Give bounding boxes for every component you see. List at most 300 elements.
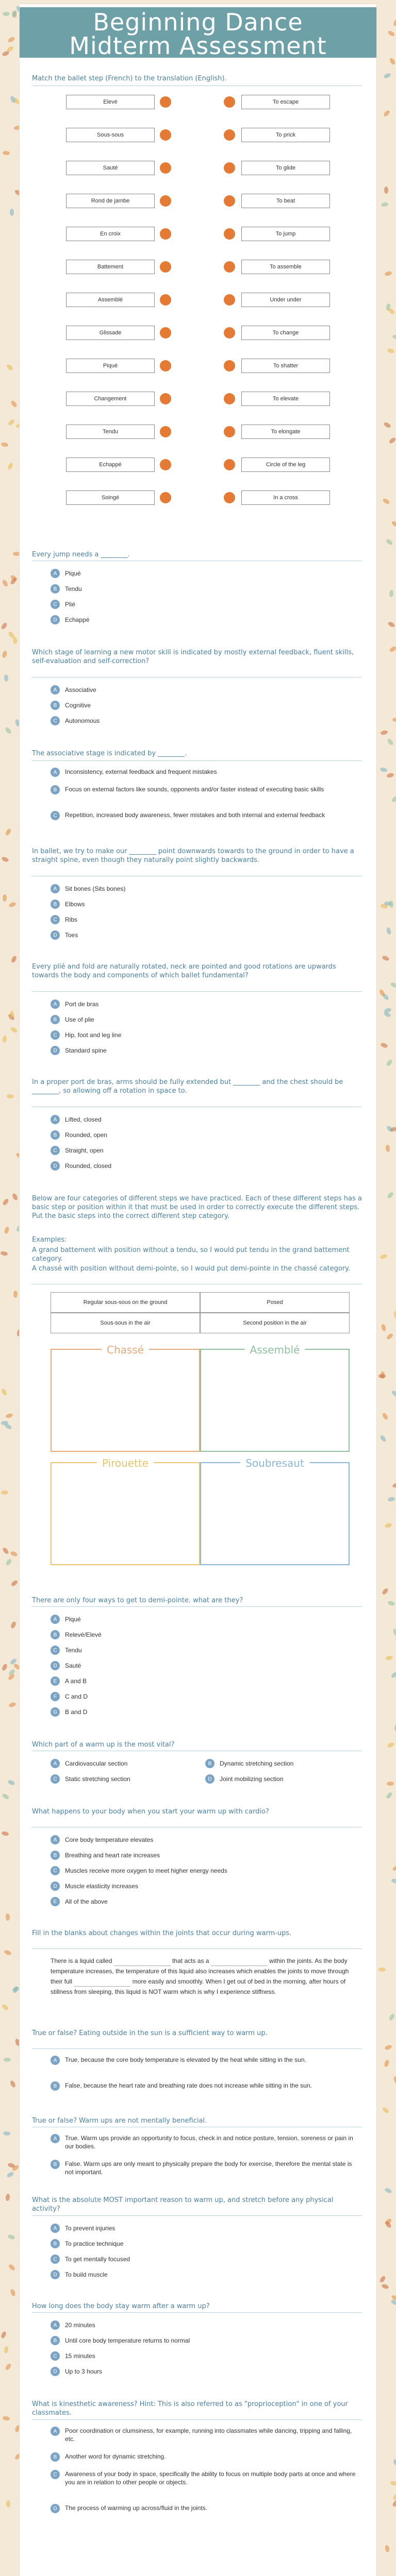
decorative-leaf (382, 1412, 389, 1420)
decorative-leaf (9, 1551, 18, 1557)
q17-option-d[interactable]: D The process of warming up across/fluid in the joints. (51, 2504, 360, 2513)
option-letter: E (51, 1897, 60, 1906)
q7-option-b[interactable]: B Rounded, open (51, 1129, 107, 1141)
q5-option-d[interactable]: D Toes (51, 929, 78, 941)
decorative-leaf (392, 718, 396, 722)
option-letter: C (51, 2351, 60, 2361)
q1-connector-left[interactable] (160, 492, 171, 503)
decorative-leaf (5, 828, 12, 836)
option-letter: D (51, 1046, 60, 1055)
option-letter: A (51, 2224, 60, 2233)
q4-option-a[interactable]: A Inconsistency, external feedback and frequent mistakes (51, 768, 360, 777)
q1-term: Tendu (66, 425, 155, 439)
q1-term: Elevé (66, 95, 155, 109)
decorative-leaf (386, 1125, 394, 1133)
decorative-leaf (384, 2044, 392, 2051)
decorative-leaf (388, 2013, 395, 2021)
option-letter: C (51, 716, 60, 725)
q1-connector-left[interactable] (160, 459, 171, 470)
decorative-leaf (4, 2363, 12, 2371)
decorative-leaf (2, 2416, 10, 2421)
decorative-leaf (6, 2500, 11, 2507)
decorative-leaf (7, 462, 14, 470)
option-letter: A (51, 1615, 60, 1624)
q8-category-soubresaut[interactable] (200, 1457, 350, 1565)
q1-term: Piqué (66, 359, 155, 373)
q8-category-chasse[interactable] (51, 1344, 200, 1452)
q1-connector-right[interactable] (224, 162, 235, 174)
q1-connector-right[interactable] (224, 360, 235, 371)
q2-option-c[interactable]: C Plié (51, 599, 75, 610)
divider (32, 2048, 362, 2049)
q1-connector-right[interactable] (224, 393, 235, 404)
decorative-leaf (9, 209, 14, 216)
decorative-leaf (4, 2346, 9, 2354)
divider (32, 2419, 362, 2420)
option-letter: B (51, 701, 60, 710)
q5-option-b[interactable]: B Elbows (51, 899, 85, 910)
q15-option-a[interactable]: A To prevent injuries (51, 2223, 115, 2234)
decorative-leaf (378, 1968, 386, 1972)
assessment-page (20, 4, 376, 2576)
option-letter: A (51, 2056, 60, 2065)
q1-term: Battement (66, 260, 155, 274)
option-letter: D (205, 1774, 214, 1784)
q1-translation: To change (241, 326, 330, 340)
q9-option-e[interactable]: E A and B (51, 1675, 87, 1687)
decorative-leaf (380, 1042, 388, 1048)
decorative-leaf (3, 12, 10, 16)
decorative-leaf (392, 1482, 396, 1488)
option-letter: D (51, 2504, 60, 2513)
blank-input[interactable] (114, 1958, 171, 1966)
decorative-leaf (10, 1579, 19, 1587)
q1-translation: To jump (241, 227, 330, 241)
q1-translation: To shatter (241, 359, 330, 373)
decorative-leaf (386, 1059, 393, 1067)
q1-connector-right[interactable] (224, 228, 235, 240)
decorative-leaf (383, 73, 391, 79)
option-letter: B (51, 584, 60, 594)
decorative-leaf (380, 730, 388, 736)
q1-translation: To glide (241, 161, 330, 175)
q1-connector-left[interactable] (160, 261, 171, 273)
option-letter: A (51, 768, 60, 777)
title-line-1: Beginning Dance (93, 8, 303, 36)
divider (32, 1606, 362, 1607)
option-letter: B (51, 785, 60, 794)
decorative-leaf (391, 2499, 396, 2507)
q10-prompt: Which part of a warm up is the most vital? (32, 1741, 175, 1749)
option-letter: D (51, 2367, 60, 2376)
decorative-leaf (392, 334, 396, 340)
decorative-leaf (7, 2234, 15, 2240)
decorative-leaf (1, 1663, 8, 1671)
q16-option-b[interactable]: B Until core body temperature returns to normal (51, 2335, 190, 2346)
q15-prompt: What is the absolute MOST important reason to warm up, and stretch before any physical activity? (32, 2196, 334, 2213)
q16-option-a[interactable]: A 20 minutes (51, 2319, 95, 2331)
decorative-leaf (384, 2059, 390, 2067)
q1-connector-right[interactable] (224, 195, 235, 207)
q12-prompt: Fill in the blanks about changes within the joints that occur during warm-ups. (32, 1929, 292, 1937)
q1-connector-right[interactable] (224, 129, 235, 141)
q2-prompt: Every jump needs a ________. (32, 551, 130, 558)
decorative-leaf (383, 421, 391, 429)
q4-option-b[interactable]: B Focus on external factors like sounds, opponents and/or faster instead of executing basic skills (51, 785, 360, 794)
decorative-leaf (387, 29, 395, 37)
decorative-leaf (389, 589, 393, 597)
decorative-leaf (9, 2080, 16, 2088)
decorative-leaf (394, 1311, 396, 1318)
decorative-leaf (13, 1291, 18, 1298)
q3-option-c[interactable]: C Autonomous (51, 715, 100, 726)
q3-option-b[interactable]: B Cognitive (51, 700, 91, 711)
decorative-leaf (391, 1389, 396, 1397)
q17-prompt: What is kinesthetic awareness? Hint: This is also referred to as "proprioception" in one of your classmates. (32, 2400, 348, 2417)
q1-translation: To prick (241, 128, 330, 142)
q1-prompt: Match the ballet step (French) to the translation (English). (32, 75, 227, 82)
decorative-leaf (384, 2221, 392, 2229)
q5-prompt: In ballet, we try to make our ________ point downwards towards to the ground in order to have a straight spine, even though they naturally point slightly backwards. (32, 848, 354, 864)
option-letter: B (51, 2081, 60, 2091)
decorative-leaf (381, 2283, 389, 2290)
q2-option-a[interactable]: A Plqué (51, 568, 81, 579)
q15-option-c[interactable]: C To get mentally focused (51, 2253, 130, 2265)
q13-option-b[interactable]: B False, because the heart rate and breathing rate does not increase while sitting in the sun. (51, 2081, 360, 2091)
decorative-leaf (391, 795, 396, 803)
q13-option-a[interactable]: A True, because the core body temperature is elevated by the heat while sitting in the sun. (51, 2056, 360, 2065)
option-letter: B (205, 1759, 214, 1768)
decorative-leaf (392, 1628, 396, 1636)
q16-option-d[interactable]: D Up to 3 hours (51, 2366, 102, 2377)
q7-option-c[interactable]: C Straight, open (51, 1145, 104, 1156)
decorative-leaf (387, 348, 395, 354)
category-label: Chassé (102, 1344, 149, 1356)
q8-example-1: A grand battement with position without a tendu, so I would put tendu in the grand battement category. (32, 1246, 350, 1263)
q5-option-a[interactable]: A Sit bones (Sits bones) (51, 883, 125, 894)
q7-option-d[interactable]: D Rounded, closed (51, 1160, 111, 1172)
q10-option-d[interactable]: D Joint mobilizing section (205, 1773, 283, 1785)
q1-connector-left[interactable] (160, 129, 171, 141)
q15-option-d[interactable]: D To build muscle (51, 2269, 108, 2280)
q8-category-pirouette[interactable] (51, 1457, 200, 1565)
option-letter: C (51, 915, 60, 924)
q8-drag-item[interactable]: Sous-sous in the air (51, 1313, 200, 1333)
q17-option-c[interactable]: C Awareness of your body in space, specifically the ability to focus on multiple body parts at once and where you are in relation to other people or objects. (51, 2470, 360, 2486)
q9-option-f[interactable]: F C and D (51, 1691, 88, 1702)
q17-option-b[interactable]: B Another word for dynamic stretching. (51, 2452, 360, 2462)
decorative-leaf (7, 36, 15, 43)
decorative-leaf (385, 1145, 390, 1153)
decorative-leaf (2, 1547, 10, 1555)
decorative-leaf (7, 1094, 14, 1098)
q10-option-c[interactable]: C Static stretching section (51, 1773, 130, 1785)
q9-option-a[interactable]: A Plqué (51, 1614, 81, 1625)
decorative-leaf (384, 186, 388, 193)
decorative-leaf (10, 955, 18, 963)
q8-example-2: A chassé with position without demi-pointe, so I would put demi-pointe in the chassé category. (32, 1265, 351, 1273)
decorative-leaf (1, 2003, 9, 2011)
q1-translation: To elevate (241, 392, 330, 406)
decorative-leaf (386, 772, 394, 778)
option-letter: B (51, 2160, 60, 2169)
decorative-leaf (3, 894, 7, 902)
category-label: Pirouette (97, 1457, 154, 1469)
q13-prompt: True or false? Eating outside in the sun is a sufficient way to warm up. (32, 2029, 268, 2037)
option-letter: G (51, 1707, 60, 1717)
option-letter: C (51, 600, 60, 609)
q8-examples-label: Examples: (32, 1236, 67, 1244)
decorative-leaf (387, 1496, 395, 1501)
decorative-leaf (8, 902, 16, 908)
q1-term: Changement (66, 392, 155, 406)
q1-translation: Under under (241, 293, 330, 307)
q8-drag-item[interactable]: Second position in the air (200, 1313, 350, 1333)
decorative-leaf (381, 1324, 387, 1332)
decorative-leaf (392, 2493, 396, 2501)
q1-connector-left[interactable] (160, 162, 171, 174)
q4-prompt: The associative stage is indicated by ________. (32, 750, 187, 757)
q3-option-a[interactable]: A Associative (51, 684, 96, 696)
option-letter: C (51, 1774, 60, 1784)
option-letter: A (51, 2134, 60, 2143)
decorative-leaf (4, 1950, 12, 1956)
q1-connector-right[interactable] (224, 459, 235, 470)
option-letter: D (51, 1161, 60, 1171)
q2-option-b[interactable]: B Tendu (51, 583, 82, 595)
option-letter: A (51, 2427, 60, 2436)
option-letter: C (51, 1146, 60, 1155)
q10-option-a[interactable]: A Cardiovascular section (51, 1758, 127, 1769)
decorative-leaf (3, 2131, 10, 2136)
q6-option-a[interactable]: A Port de bras (51, 998, 98, 1010)
decorative-leaf (3, 151, 10, 156)
option-letter: C (51, 1866, 60, 1875)
q1-connector-left[interactable] (160, 327, 171, 338)
q11-prompt: What happens to your body when you start your warm up with cardio? (32, 1808, 269, 1816)
decorative-leaf (387, 1741, 395, 1748)
decorative-leaf (389, 436, 396, 444)
option-letter: B (51, 2452, 60, 2462)
option-letter: A (51, 884, 60, 893)
q11-option-b[interactable]: B Breathing and heart rate increases (51, 1850, 160, 1861)
q1-connector-right[interactable] (224, 96, 235, 108)
q6-option-d[interactable]: D Standard spine (51, 1045, 107, 1056)
q1-connector-right[interactable] (224, 492, 235, 503)
decorative-leaf (386, 738, 394, 746)
decorative-leaf (390, 2481, 396, 2486)
decorative-leaf (5, 1558, 12, 1566)
option-letter: B (51, 1130, 60, 1140)
decorative-leaf (381, 202, 389, 207)
option-letter: A (51, 685, 60, 694)
q14-option-a[interactable]: A True. Warm ups provide an opportunity to focus, check in and notice posture, tension, soreness or pain in our bodies. (51, 2134, 360, 2150)
decorative-leaf (12, 636, 17, 643)
decorative-leaf (384, 270, 392, 276)
decorative-leaf (4, 1423, 12, 1430)
option-letter: A (51, 1115, 60, 1124)
option-letter: A (51, 2320, 60, 2330)
q9-option-c[interactable]: C Tendu (51, 1645, 82, 1656)
q1-term: Sous-sous (66, 128, 155, 142)
q8-category-assemble[interactable] (200, 1344, 350, 1452)
q9-option-d[interactable]: D Sauté (51, 1660, 81, 1671)
q15-option-b[interactable]: B To practice technique (51, 2238, 123, 2249)
blank-input[interactable] (211, 1958, 268, 1966)
decorative-leaf (390, 981, 396, 988)
divider (32, 2215, 362, 2216)
q1-connector-left[interactable] (160, 426, 171, 437)
q1-connector-left[interactable] (160, 294, 171, 306)
q1-translation: To escape (241, 95, 330, 109)
decorative-leaf (1, 856, 9, 863)
decorative-leaf (1, 1388, 8, 1396)
decorative-leaf (11, 1193, 19, 1201)
decorative-leaf (8, 1702, 16, 1708)
q1-connector-right[interactable] (224, 327, 235, 338)
divider (32, 991, 362, 992)
q1-term: Assemblé (66, 293, 155, 307)
decorative-leaf (5, 1413, 13, 1419)
option-letter: C (51, 2470, 60, 2479)
q1-connector-left[interactable] (160, 228, 171, 240)
q1-term: Rond de jambe (66, 194, 155, 208)
decorative-leaf (4, 674, 8, 682)
option-letter: B (51, 1630, 60, 1639)
decorative-leaf (393, 19, 396, 27)
option-letter: F (51, 1692, 60, 1701)
q3-prompt: Which stage of learning a new motor skill is indicated by mostly external feedback, fluent skills, self-evaluation and self-correction? (32, 649, 354, 665)
option-letter: C (51, 2255, 60, 2264)
q14-prompt: True or false? Warm ups are not mentally beneficial. (32, 2117, 207, 2125)
q5-option-c[interactable]: C Ribs (51, 914, 77, 925)
decorative-leaf (0, 622, 8, 630)
decorative-leaf (388, 308, 396, 315)
decorative-leaf (1, 2331, 7, 2339)
decorative-leaf (393, 2076, 396, 2084)
option-letter: D (51, 2270, 60, 2279)
decorative-leaf (386, 1333, 394, 1341)
decorative-leaf (0, 1251, 8, 1257)
q7-option-a[interactable]: A Lifted, closed (51, 1114, 102, 1125)
decorative-leaf (2, 50, 10, 57)
q9-prompt: There are only four ways to get to demi-pointe. what are they? (32, 1597, 243, 1604)
decorative-leaf (2, 579, 9, 587)
title-banner (20, 7, 376, 58)
decorative-leaf (383, 109, 391, 117)
decorative-leaf (5, 2194, 10, 2201)
decorative-leaf (392, 2459, 396, 2467)
decorative-leaf (2, 1792, 10, 1800)
q1-translation: Circle of the leg (241, 457, 330, 472)
q14-option-b[interactable]: B False. Warm ups are only meant to physically prepare the body for exercise, therefore the mental state is not important. (51, 2160, 360, 2176)
q1-connector-left[interactable] (160, 360, 171, 371)
option-letter: D (51, 930, 60, 940)
option-letter: A (51, 999, 60, 1009)
q8-drag-item[interactable]: Posed (200, 1292, 350, 1313)
decorative-leaf (2, 1831, 9, 1837)
q8-drag-item[interactable]: Regular sous-sous on the ground (51, 1292, 200, 1313)
decorative-leaf (386, 1791, 393, 1800)
q1-translation: To assemble (241, 260, 330, 274)
decorative-leaf (379, 1434, 387, 1443)
q8-prompt: Below are four categories of different steps we have practiced. Each of these different steps has a basic step or position within it that must be used in order to correctly execute the different steps. Put the basic steps into the correct different step category. (32, 1195, 362, 1220)
decorative-leaf (6, 363, 14, 371)
decorative-leaf (384, 1522, 392, 1529)
option-letter: B (51, 1851, 60, 1860)
q1-connector-right[interactable] (224, 294, 235, 306)
decorative-leaf (390, 1671, 396, 1679)
decorative-leaf (385, 1655, 393, 1661)
q10-option-b[interactable]: B Dynamic stretching section (205, 1758, 293, 1769)
q12-paragraph: There is a liquid called that acts as a within the joints. As the body temperature increases, the temperature of this liquid also increases which enables the joints to move through their full more easily and smoothly. When I get out of bed in the morning, after hours of stillness from sleeping, this liquid is NOT warm which is why I experience stiffness. (51, 1957, 349, 1995)
decorative-leaf (386, 927, 391, 935)
decorative-leaf (8, 2263, 16, 2271)
q1-term: Soingé (66, 490, 155, 505)
decorative-leaf (379, 2275, 386, 2283)
q11-option-d[interactable]: D Muscle elasticity increases (51, 1880, 138, 1892)
q9-option-g[interactable]: G B and D (51, 1706, 87, 1718)
option-letter: B (51, 900, 60, 909)
q1-term: Sauté (66, 161, 155, 175)
divider (32, 2312, 362, 2313)
q1-connector-right[interactable] (224, 261, 235, 273)
decorative-leaf (385, 538, 393, 546)
option-letter: C (51, 1646, 60, 1655)
q11-option-e[interactable]: E All of the above (51, 1896, 108, 1907)
q1-connector-left[interactable] (160, 96, 171, 108)
q6-option-c[interactable]: C Hip, foot and leg line (51, 1029, 121, 1041)
q1-connector-left[interactable] (160, 393, 171, 404)
q17-option-a[interactable]: A Poor coordination or clumsiness, for example, running into classmates while dancing, tripping and falling, etc. (51, 2427, 360, 2443)
q1-connector-left[interactable] (160, 195, 171, 207)
decorative-leaf (6, 2171, 14, 2178)
decorative-leaf (2, 1198, 10, 1206)
option-letter: D (51, 1882, 60, 1891)
decorative-leaf (380, 767, 388, 772)
decorative-leaf (391, 1878, 396, 1884)
option-letter: E (51, 1676, 60, 1686)
decorative-leaf (10, 2289, 16, 2297)
decorative-leaf (380, 1253, 388, 1260)
q16-prompt: How long does the body stay warm after a warm up? (32, 2302, 210, 2310)
q1-translation: To beat (241, 194, 330, 208)
decorative-leaf (1, 442, 9, 447)
decorative-leaf (387, 1782, 394, 1786)
q1-term: En croix (66, 227, 155, 241)
q9-option-b[interactable]: B Relevé/Elevé (51, 1629, 102, 1640)
q6-option-b[interactable]: B Use of plie (51, 1014, 94, 1025)
decorative-leaf (388, 646, 396, 653)
decorative-leaf (2, 650, 8, 658)
blank-input[interactable] (74, 1979, 130, 1987)
option-letter: D (51, 1661, 60, 1670)
decorative-leaf (4, 1226, 10, 1234)
q2-option-d[interactable]: D Echappé (51, 614, 89, 625)
q16-option-c[interactable]: C 15 minutes (51, 2350, 95, 2362)
q1-connector-right[interactable] (224, 426, 235, 437)
decorative-leaf (4, 2057, 11, 2061)
decorative-leaf (10, 400, 18, 408)
option-letter: B (51, 1015, 60, 1024)
q11-option-c[interactable]: C Muscles receive more oxygen to meet higher energy needs (51, 1865, 227, 1876)
option-letter: D (51, 615, 60, 624)
q4-option-c[interactable]: C Repetition, increased body awareness, fewer mistakes and both internal and external feedback (51, 811, 360, 820)
category-label: Assemblé (245, 1344, 305, 1356)
title-line-2: Midterm Assessment (69, 32, 327, 60)
decorative-leaf (384, 2187, 392, 2194)
q11-option-a[interactable]: A Core body temperature elevates (51, 1834, 153, 1845)
